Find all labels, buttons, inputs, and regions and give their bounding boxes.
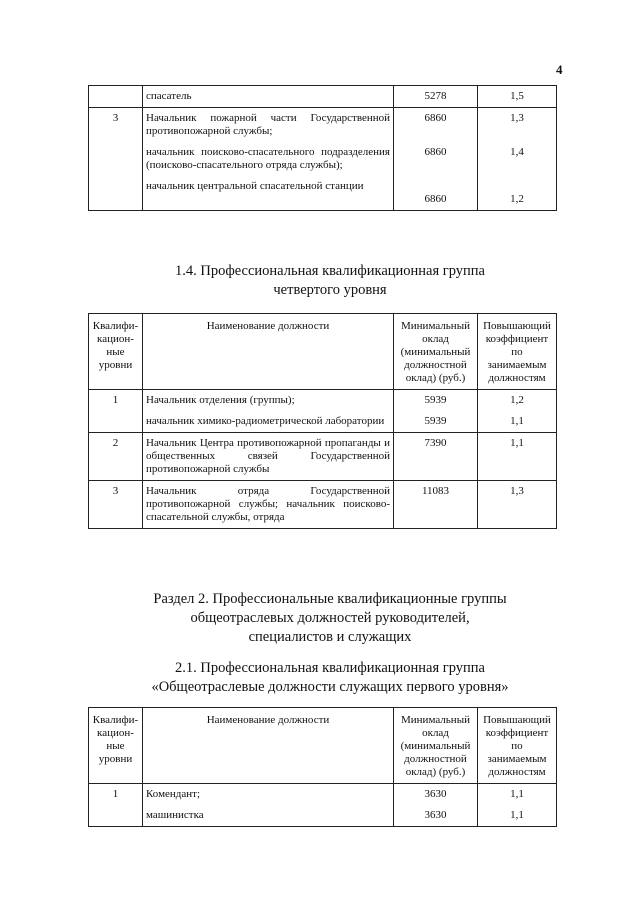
level-cell: 2 <box>89 433 143 481</box>
salary-cell <box>394 784 478 827</box>
level-cell: 1 <box>89 390 143 433</box>
header-salary: Минимальный оклад (минимальный должностной оклад) (руб.) <box>394 314 478 390</box>
coefficient-cell <box>478 390 557 433</box>
heading-1-4 <box>80 262 580 300</box>
position-name: Начальник пожарной части Государственной противопожарной службы; <box>146 112 390 137</box>
salary-cell: 7390 <box>394 433 478 481</box>
level-cell: 1 <box>89 784 143 827</box>
header-level: Квалифи-кацион-ные уровни <box>89 314 143 390</box>
coefficient-cell: 1,3 <box>478 481 557 529</box>
salary-value: 6860 <box>424 112 447 124</box>
salary-cell <box>394 390 478 433</box>
coefficient-cell <box>478 108 557 211</box>
heading-line: общеотраслевых должностей руководителей, <box>190 610 470 626</box>
level-cell: 3 <box>89 481 143 529</box>
coefficient-value: 1,1 <box>510 415 524 427</box>
coefficient-value: 1,2 <box>510 394 524 406</box>
position-name: начальник поисково-спасательного подразделения (поисково-спасательного отряда службы); <box>146 146 390 171</box>
level-cell <box>89 86 143 108</box>
position-cell: Начальник Центра противопожарной пропаганды и общественных связей Государственной противопожарной службы <box>143 433 394 481</box>
position-name: Комендант; <box>146 788 201 800</box>
heading-line: «Общеотраслевые должности служащих первого уровня» <box>151 679 509 695</box>
header-level: Квалифи-кацион-ные уровни <box>89 708 143 784</box>
heading-line: 1.4. Профессиональная квалификационная группа <box>175 263 485 279</box>
salary-value: 5939 <box>424 415 447 427</box>
table-row <box>89 390 557 433</box>
coefficient-cell <box>478 784 557 827</box>
coefficient-value: 1,2 <box>510 193 524 205</box>
header-name: Наименование должности <box>143 314 394 390</box>
salary-value: 6860 <box>424 146 447 158</box>
page-number: 4 <box>556 62 563 77</box>
position-cell <box>143 108 394 211</box>
position-name: начальник центральной спасательной станции <box>146 180 364 192</box>
table-1-4 <box>88 313 557 529</box>
position-cell <box>143 390 394 433</box>
table-row <box>89 433 557 481</box>
level-cell: 3 <box>89 108 143 211</box>
header-salary: Минимальный оклад (минимальный должностной оклад) (руб.) <box>394 708 478 784</box>
position-cell: спасатель <box>143 86 394 108</box>
position-cell <box>143 784 394 827</box>
table-header-row <box>89 708 557 784</box>
header-coefficient: Повышающий коэффициент по занимаемым должностям <box>478 314 557 390</box>
position-name: начальник химико-радиометрической лаборатории <box>146 415 385 427</box>
salary-value: 3630 <box>424 809 447 821</box>
table-header-row <box>89 314 557 390</box>
heading-line: четвертого уровня <box>273 282 387 298</box>
coefficient-value: 1,1 <box>510 809 524 821</box>
salary-cell: 5278 <box>394 86 478 108</box>
heading-line: Раздел 2. Профессиональные квалификационные группы <box>153 591 507 607</box>
header-coefficient: Повышающий коэффициент по занимаемым должностям <box>478 708 557 784</box>
coefficient-cell: 1,5 <box>478 86 557 108</box>
coefficient-value: 1,4 <box>510 146 524 158</box>
position-name: машинистка <box>146 809 204 821</box>
salary-value: 3630 <box>424 788 447 800</box>
table-row <box>89 108 557 211</box>
heading-2-1 <box>80 659 580 697</box>
coefficient-value: 1,1 <box>510 788 524 800</box>
table-2-1 <box>88 707 557 827</box>
table-row <box>89 86 557 108</box>
heading-section-2 <box>80 590 580 647</box>
position-cell: Начальник отряда Государственной противопожарной службы; начальник поисково-спасательной службы, отряда <box>143 481 394 529</box>
salary-value: 6860 <box>424 193 447 205</box>
position-name: Начальник отделения (группы); <box>146 394 295 406</box>
heading-line: специалистов и служащих <box>248 629 412 645</box>
header-name: Наименование должности <box>143 708 394 784</box>
salary-cell: 11083 <box>394 481 478 529</box>
table-row <box>89 784 557 827</box>
table-continuation <box>88 85 557 211</box>
salary-cell <box>394 108 478 211</box>
coefficient-cell: 1,1 <box>478 433 557 481</box>
table-row <box>89 481 557 529</box>
salary-value: 5939 <box>424 394 447 406</box>
coefficient-value: 1,3 <box>510 112 524 124</box>
heading-line: 2.1. Профессиональная квалификационная группа <box>175 660 485 676</box>
